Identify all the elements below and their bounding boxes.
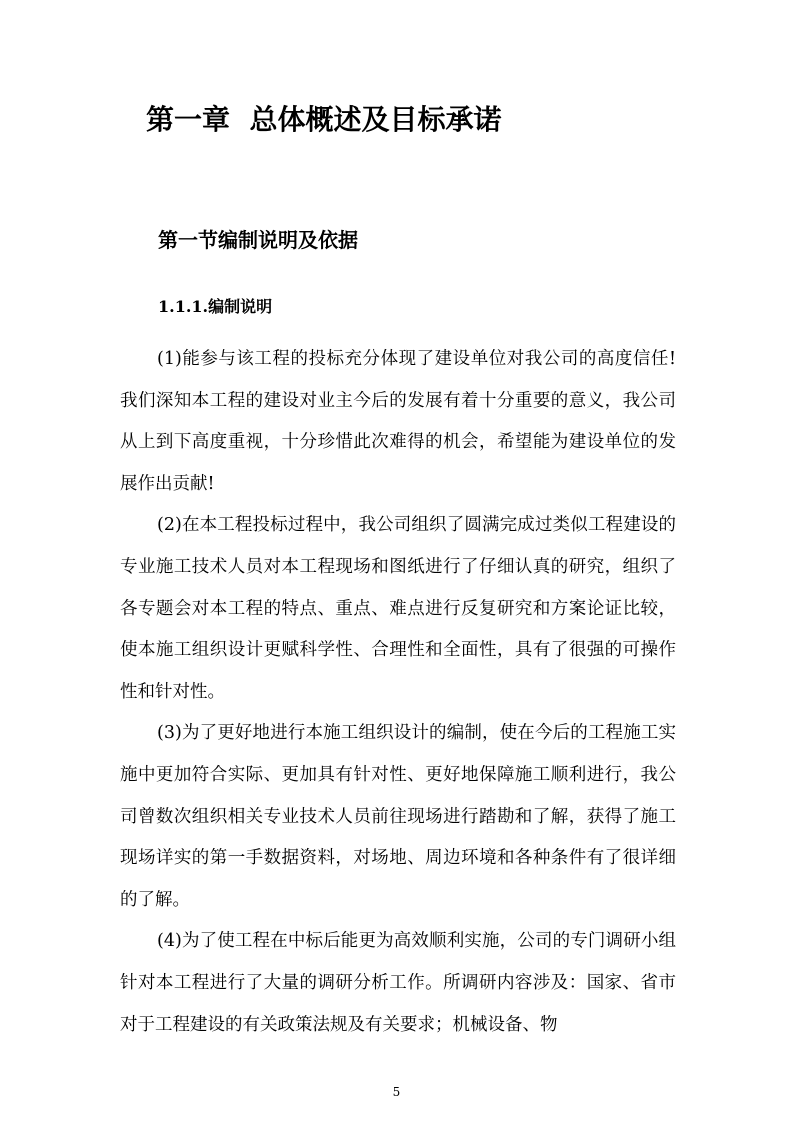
chapter-title: 第一章 总体概述及目标承诺	[146, 103, 502, 136]
paragraph-3: (3)为了更好地进行本施工组织设计的编制，使在今后的工程施工实施中更加符合实际、更加具有针对性、更好地保障施工顺利进行，我公司曾数次组织相关专业技术人员前往现场进行踏勘和了解，获得了施工现场详实的第一手数据资料，对场地、周边环境和各种条件有了很详细的了解。	[120, 723, 676, 910]
paragraph-1: (1)能参与该工程的投标充分体现了建设单位对我公司的高度信任!我们深知本工程的建设对业主今后的发展有着十分重要的意义，我公司从上到下高度重视，十分珍惜此次难得的机会，希望能为建设单位的发展作出贡献!	[120, 349, 676, 494]
paragraph-4: (4)为了使工程在中标后能更为高效顺利实施，公司的专门调研小组针对本工程进行了大量的调研分析工作。所调研内容涉及：国家、省市对于工程建设的有关政策法规及有关要求；机械设备、物	[120, 931, 676, 1035]
body-text	[120, 339, 676, 1046]
paragraph-2: (2)在本工程投标过程中，我公司组织了圆满完成过类似工程建设的专业施工技术人员对本工程现场和图纸进行了仔细认真的研究，组织了各专题会对本工程的特点、重点、难点进行反复研究和方案论证比较，使本施工组织设计更赋科学性、合理性和全面性，具有了很强的可操作性和针对性。	[120, 515, 676, 702]
subsection-title: 1.1.1.编制说明	[158, 297, 273, 316]
page-number: 5	[392, 1085, 401, 1099]
section-title: 第一节编制说明及依据	[158, 228, 358, 252]
